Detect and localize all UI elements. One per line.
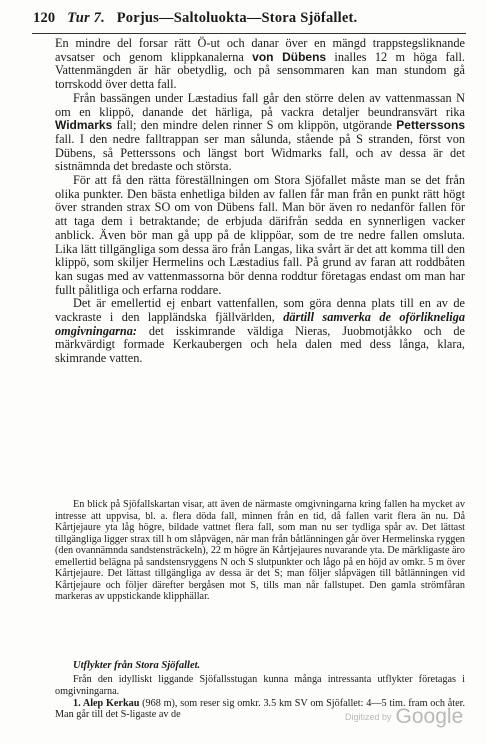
text-run: fall. I den nedre falltrappan ser man sålunda, stående på S stranden, först von Dübens, så Petterssons och längst bort Widmarks fall, och av dessa är det sistnämnda det bredaste och största.	[55, 131, 465, 174]
place-name: Widmarks	[55, 118, 113, 133]
text-run: En mindre del forsar rätt Ö-ut och danar över en mängd trappstegsliknande avsatser och genom klippkanalerna	[55, 36, 465, 64]
text-run: inalles 12 m höga fall. Vattenmängden är här obetydlig, och på sensommaren kan man stundom gå torrskodd över detta fall.	[55, 49, 466, 92]
paragraph-5: En blick på Sjöfallskartan visar, att även de närmaste omgivningarna kring fallen ha mycket av intresse att uppvisa, bl. a. flera döda fall, minnen från en tid, då fallen varit flera än nu. Då Kårtjejaure yta låg högre, bildade vattnet flera fall, som man nu ser tydliga spår av. Det lättast tillgängliga ligger strax till h om slåpvägen, när man från båtlänningen går över Hermelinska ryggen (den ovannämnda sandstensträckeln), 22 m högre än Kårtjejaures nuvarande yta. De märkligaste äro emellertid belägna på sandstensryggens N och S slutpunkter och lågo på en höjd av omkr. 5 m över Kårtjejaure. Det lättast tillgängliga av dessa är det S; man följer slåpvägen till båtlänningen vid Kårtjejaure och följer därefter bergåsen mot S, tills man når fallstupet. Den gamla strömfåran markeras av uppstickande klipphällar.	[55, 499, 465, 602]
paragraph-3: För att få den rätta föreställningen om Stora Sjöfallet måste man se det från olika punkter. Den bästa enhetliga bilden av fallen får man från en punkt rätt högt över stranden strax SO om von Dübens fall. Man bör även ro nedanför fallen för att taga dem i betraktande; de erbjuda därifrån sedda en synnerligen vacker anblick. Även bör man gå upp på de klippöar, som de tre nedre fallen omsluta. Lika lätt tillgängliga som dessa äro från Langas, lika svårt är det att komma till den klippö, som skiljer Hermelins och Læstadius fall. På grund av faran att roddbåten kan sugas med av vattenmassorna bör denna roddtur företagas endast om man har fullt pålitliga och erfarna roddare.	[55, 173, 465, 297]
text-run: fall; den mindre delen rinner S om klippön, utgörande	[112, 118, 397, 133]
page-title: Porjus—Saltoluokta—Stora Sjöfallet.	[116, 10, 358, 26]
main-text	[55, 37, 465, 366]
small-print-text	[55, 499, 465, 603]
header-rule	[32, 33, 466, 34]
paragraph-1	[55, 37, 465, 92]
subheading: Utflykter från Stora Sjöfallet.	[73, 660, 201, 671]
paragraph-2	[55, 92, 465, 174]
text-run: Från bassängen under Læstadius fall går den större delen av vattenmassan N om en klippö, danande det härliga, på vackra detaljer beundransvärt rika	[55, 90, 465, 119]
paragraph-4	[55, 297, 465, 366]
page-number: 120	[33, 10, 56, 26]
watermark-brand: Google	[395, 705, 464, 728]
text-run: Det är emellertid ej enbart vattenfallen, som göra denna plats till en av de vackraste i den lappländska fjällvärlden,	[55, 296, 465, 325]
digitized-watermark	[345, 705, 485, 737]
watermark-by: Digitized by	[345, 712, 392, 722]
text-run: (968 m), som reser sig omkr. 3.5 km SV om Sjöfallet: 4—5 tim. fram och åter. Man går till det S-ligaste av de	[55, 697, 465, 721]
paragraph-6: Från den idylliskt liggande Sjöfallsstugan kunna många intressanta utflykter företagas i omgivningarna.	[55, 674, 465, 697]
running-header	[33, 10, 465, 32]
place-name: von Dübens	[252, 49, 327, 64]
section-label: Tur 7.	[67, 10, 105, 26]
excursion-title: 1. Alep Kerkau	[73, 697, 140, 709]
place-name: Petterssons	[396, 118, 465, 133]
text-run: det isskimrande väldiga Nieras, Juobmotjåkko och de märkvärdigt formade Kerkaubergen och hela dalen med dess långa, klara, skimrande vatten.	[55, 323, 465, 366]
emphasis: därtill samverka de oförlikneliga omgivningarna:	[55, 310, 465, 338]
